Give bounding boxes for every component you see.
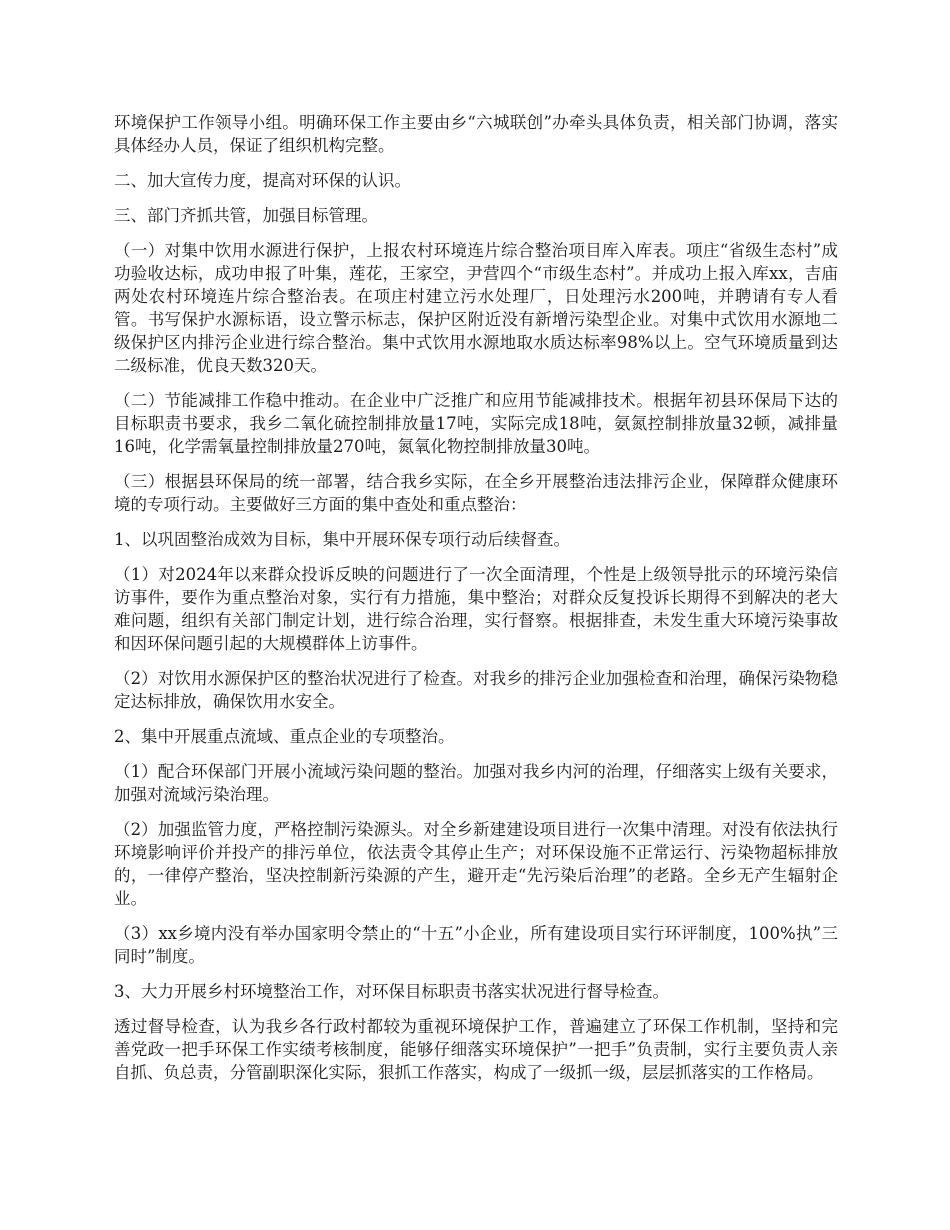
paragraph-supervision: （2）加强监管力度，严格控制污染源头。对全乡新建建设项目进行一次集中清理。对没有依法执行环境影响评价并投产的排污单位，依法责令其停止生产；对环保设施不正常运行、污染物超标排放的，一律停产整治，坚决控制新污染源的产生，避开走“先污染后治理”的老路。全乡无产生辐射企业。 [114,820,838,908]
paragraph-banned-enterprises: （3）xx乡境内没有举办国家明令禁止的“十五”小企业，所有建设项目实行环评制度，100%执”三同时”制度。 [114,924,838,966]
paragraph-water-source-check: （2）对饮用水源保护区的整治状况进行了检查。对我乡的排污企业加强检查和治理，确保污染物稳定达标排放，确保饮用水安全。 [114,669,838,711]
document-body [114,111,838,1096]
heading-rural-environment: 3、大力开展乡村环境整治工作，对环保目标职责书落实状况进行督导检查。 [114,982,669,1001]
paragraph-water-protection: （一）对集中饮用水源进行保护，上报农村环境连片综合整治项目库入库表。项庄“省级生态村”成功验收达标，成功申报了叶集，莲花，王家空，尹营四个“市级生态村”。并成功上报入库xx，吉庙两处农村环境连片综合整治表。在项庄村建立污水处理厂，日处理污水200吨，并聘请有专人看管。书写保护水源标语，设立警示标志，保护区附近没有新增污染型企业。对集中式饮用水源地二级保护区内排污企业进行综合整治。集中式饮用水源地取水质达标率98%以上。空气环境质量到达二级标准，优良天数320天。 [114,241,838,375]
heading-publicity: 二、加大宣传力度，提高对环保的认识。 [114,171,411,190]
paragraph-special-action: （三）根据县环保局的统一部署，结合我乡实际，在全乡开展整治违法排污企业，保障群众健康环境的专项行动。主要做好三方面的集中查处和重点整治： [114,472,838,514]
heading-key-watershed: 2、集中开展重点流域、重点企业的专项整治。 [114,727,455,746]
paragraph-small-watershed: （1）配合环保部门开展小流域污染问题的整治。加强对我乡内河的治理，仔细落实上级有关要求，加强对流域污染治理。 [114,762,838,804]
paragraph-complaints-cleanup: （1）对2024年以来群众投诉反映的问题进行了一次全面清理，个性是上级领导批示的环境污染信访事件，要作为重点整治对象，实行有力措施，集中整治；对群众反复投诉长期得不到解决的老大难问题，组织有关部门制定计划，进行综合治理，实行督察。根据排查，未发生重大环境污染事故和因环保问题引起的大规模群体上访事件。 [114,565,838,653]
paragraph-energy-saving: （二）节能减排工作稳中推动。在企业中广泛推广和应用节能减排技术。根据年初县环保局下达的目标职责书要求，我乡二氧化硫控制排放量17吨，实际完成18吨，氨氮控制排放量32顿，减排量16吨，化学需氧量控制排放量270吨，氮氧化物控制排放量30吨。 [114,391,838,456]
paragraph-organization: 环境保护工作领导小组。明确环保工作主要由乡“六城联创”办牵头具体负责，相关部门协调，落实具体经办人员，保证了组织机构完整。 [114,113,838,155]
paragraph-inspection-results: 透过督导检查，认为我乡各行政村都较为重视环境保护工作，普遍建立了环保工作机制，坚持和完善党政一把手环保工作实绩考核制度，能够仔细落实环境保护”一把手”负责制，实行主要负责人亲自抓、负总责，分管副职深化实际，狠抓工作落实，构成了一级抓一级，层层抓落实的工作格局。 [114,1017,838,1082]
heading-follow-up-inspection: 1、以巩固整治成效为目标，集中开展环保专项行动后续督查。 [114,530,570,549]
heading-management: 三、部门齐抓共管，加强目标管理。 [114,206,378,225]
